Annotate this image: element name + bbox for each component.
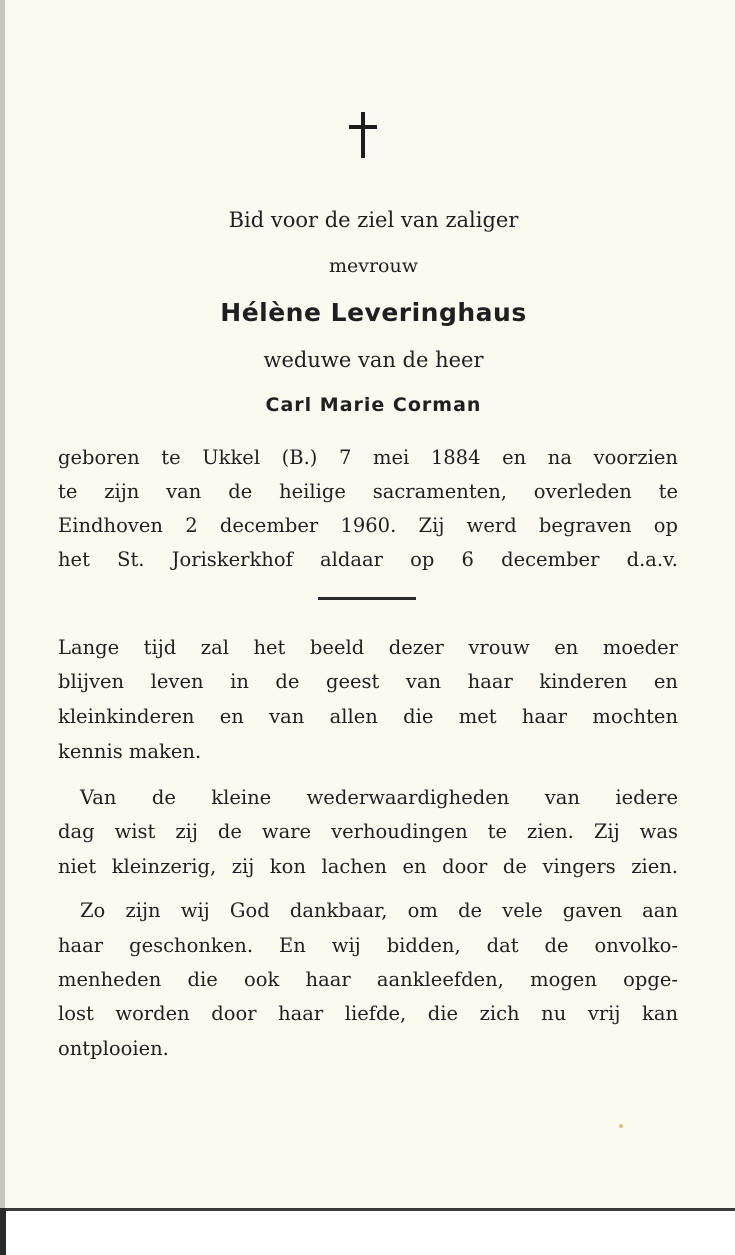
cross-icon — [347, 112, 383, 160]
separator-rule — [318, 597, 416, 600]
tribute-line: haar geschonken. En wij bidden, dat de onvolko- — [58, 934, 678, 957]
tribute-line: Lange tijd zal het beeld dezer vrouw en moeder — [58, 636, 678, 659]
husband-name: Carl Marie Corman — [265, 394, 482, 416]
biography-line: het St. Joriskerkhof aldaar op 6 december d.a.v. — [58, 548, 678, 571]
memorial-card — [4, 0, 735, 1208]
biography-line: te zijn van de heilige sacramenten, overleden te — [58, 480, 678, 503]
deceased-name: Hélène Leveringhaus — [220, 298, 527, 327]
tribute-line: blijven leven in de geest van haar kinderen en — [58, 670, 678, 693]
biography-line: Eindhoven 2 december 1960. Zij werd begraven op — [58, 514, 678, 537]
tribute-line: Van de kleine wederwaardigheden van iedere — [80, 786, 678, 809]
tribute-line: Zo zijn wij God dankbaar, om de vele gaven aan — [80, 899, 678, 922]
intro-line: Bid voor de ziel van zaliger — [228, 208, 519, 232]
paper-spot — [619, 1124, 623, 1128]
tribute-line: dag wist zij de ware verhoudingen te zien. Zij was — [58, 820, 678, 843]
tribute-line: niet kleinzerig, zij kon lachen en door de vingers zien. — [58, 855, 678, 878]
honorific: mevrouw — [328, 255, 419, 277]
bottom-corner-mark — [0, 1208, 6, 1255]
biography-line: geboren te Ukkel (B.) 7 mei 1884 en na voorzien — [58, 446, 678, 469]
card-left-edge — [0, 0, 5, 1208]
tribute-line: kennis maken. — [58, 740, 202, 763]
tribute-line: kleinkinderen en van allen die met haar mochten — [58, 705, 678, 728]
bottom-border — [0, 1208, 735, 1211]
tribute-line: menheden die ook haar aankleefden, mogen opge- — [58, 968, 678, 991]
relation-line: weduwe van de heer — [263, 348, 484, 372]
tribute-line: ontplooien. — [58, 1037, 169, 1060]
tribute-line: lost worden door haar liefde, die zich nu vrij kan — [58, 1002, 678, 1025]
